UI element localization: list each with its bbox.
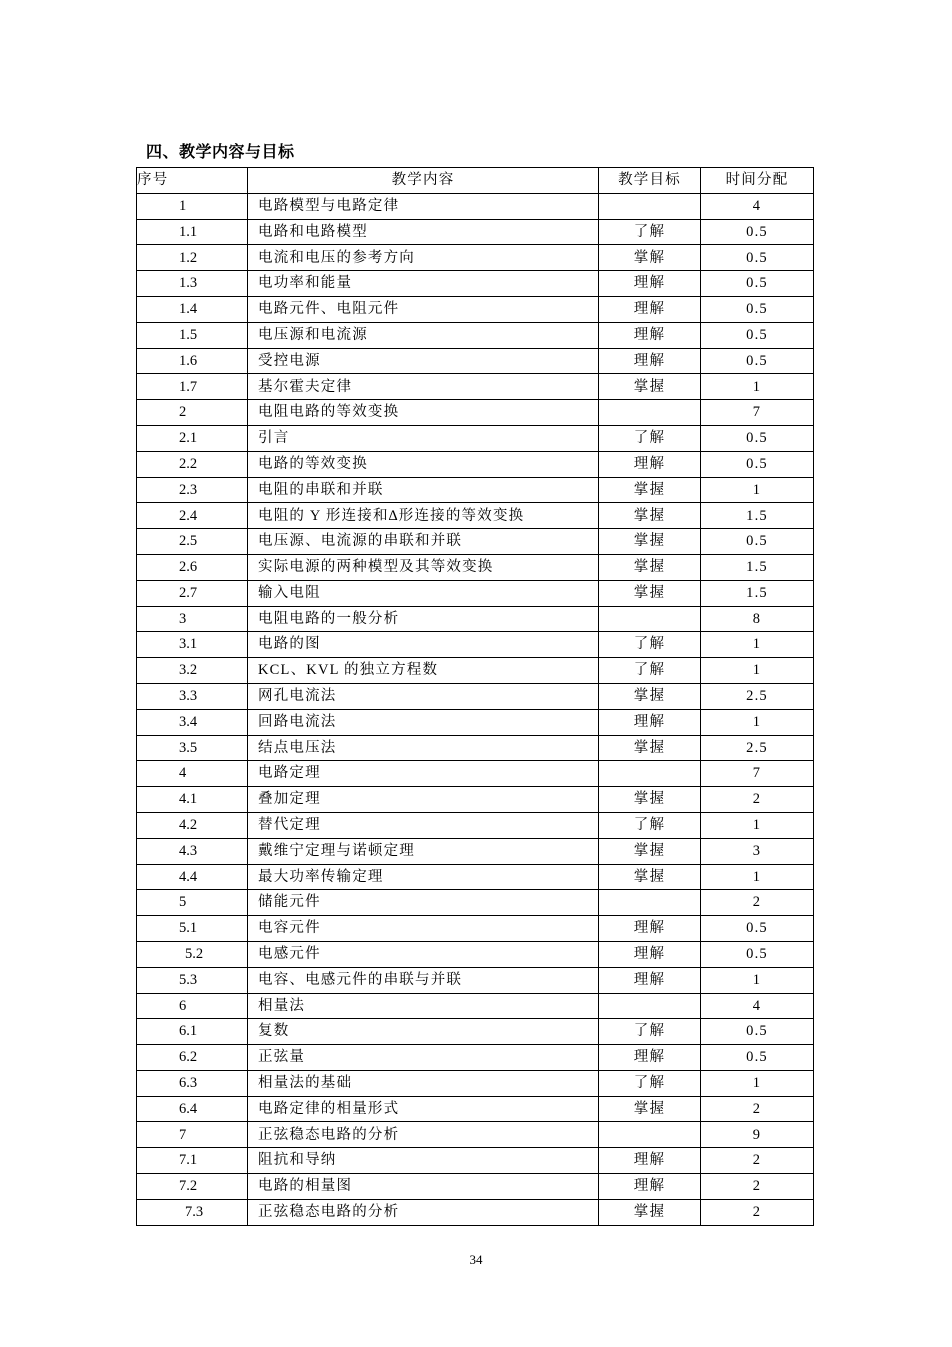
row-objective — [599, 993, 701, 1019]
row-objective: 理解 — [599, 916, 701, 942]
row-content: 电路的等效变换 — [248, 451, 599, 477]
row-objective: 理解 — [599, 1045, 701, 1071]
row-hours: 4 — [701, 993, 814, 1019]
row-index: 2.3 — [137, 477, 248, 503]
row-index: 1.6 — [137, 348, 248, 374]
table-row — [137, 864, 814, 890]
row-index: 1 — [137, 193, 248, 219]
row-objective — [599, 606, 701, 632]
row-content: 电阻的 Y 形连接和∆形连接的等效变换 — [248, 503, 599, 529]
row-index: 4.3 — [137, 838, 248, 864]
table-row — [137, 838, 814, 864]
row-index: 5 — [137, 890, 248, 916]
row-index: 2.5 — [137, 529, 248, 555]
table-row — [137, 658, 814, 684]
row-content: KCL、KVL 的独立方程数 — [248, 658, 599, 684]
table-row — [137, 993, 814, 1019]
row-index: 5.3 — [137, 967, 248, 993]
table-row — [137, 451, 814, 477]
table-row — [137, 812, 814, 838]
row-hours: 1.5 — [701, 554, 814, 580]
table-row — [137, 683, 814, 709]
row-objective: 理解 — [599, 348, 701, 374]
row-index: 1.1 — [137, 219, 248, 245]
row-hours: 0.5 — [701, 271, 814, 297]
row-content: 正弦稳态电路的分析 — [248, 1199, 599, 1225]
row-hours: 0.5 — [701, 529, 814, 555]
table-row — [137, 1019, 814, 1045]
row-hours: 0.5 — [701, 245, 814, 271]
row-index: 6.3 — [137, 1070, 248, 1096]
row-content: 复数 — [248, 1019, 599, 1045]
row-hours: 2 — [701, 890, 814, 916]
row-objective: 掌握 — [599, 838, 701, 864]
table-row — [137, 245, 814, 271]
row-content: 相量法 — [248, 993, 599, 1019]
row-hours: 1 — [701, 812, 814, 838]
row-index: 6 — [137, 993, 248, 1019]
row-hours: 7 — [701, 400, 814, 426]
row-hours: 0.5 — [701, 322, 814, 348]
row-content: 受控电源 — [248, 348, 599, 374]
table-row — [137, 967, 814, 993]
row-hours: 1 — [701, 1070, 814, 1096]
row-index: 3.4 — [137, 709, 248, 735]
row-hours: 0.5 — [701, 1045, 814, 1071]
row-content: 电阻电路的等效变换 — [248, 400, 599, 426]
row-hours: 0.5 — [701, 425, 814, 451]
table-row — [137, 1096, 814, 1122]
page-number: 34 — [469, 1252, 483, 1267]
row-index: 2.7 — [137, 580, 248, 606]
row-objective — [599, 193, 701, 219]
table-row — [137, 709, 814, 735]
table-row — [137, 606, 814, 632]
row-index: 4.4 — [137, 864, 248, 890]
row-index: 3.3 — [137, 683, 248, 709]
row-content: 正弦稳态电路的分析 — [248, 1122, 599, 1148]
row-objective — [599, 761, 701, 787]
row-content: 电压源、电流源的串联和并联 — [248, 529, 599, 555]
table-row — [137, 1199, 814, 1225]
row-index: 4.2 — [137, 812, 248, 838]
row-hours: 2 — [701, 1174, 814, 1200]
row-objective: 了解 — [599, 1019, 701, 1045]
row-objective: 掌握 — [599, 1199, 701, 1225]
row-objective: 掌握 — [599, 580, 701, 606]
row-objective: 理解 — [599, 941, 701, 967]
row-objective: 掌握 — [599, 787, 701, 813]
row-content: 电阻电路的一般分析 — [248, 606, 599, 632]
table-header-row — [137, 168, 814, 194]
header-content: 教学内容 — [248, 168, 599, 194]
teaching-content-table — [136, 167, 814, 1226]
row-objective — [599, 890, 701, 916]
row-hours: 0.5 — [701, 1019, 814, 1045]
row-hours: 1 — [701, 477, 814, 503]
row-objective: 了解 — [599, 658, 701, 684]
table-row — [137, 271, 814, 297]
row-index: 6.4 — [137, 1096, 248, 1122]
section-title: 四、教学内容与目标 — [146, 144, 295, 161]
row-content: 网孔电流法 — [248, 683, 599, 709]
table-row — [137, 941, 814, 967]
row-content: 电路元件、电阻元件 — [248, 296, 599, 322]
row-index: 2 — [137, 400, 248, 426]
row-hours: 3 — [701, 838, 814, 864]
row-objective: 掌握 — [599, 554, 701, 580]
row-hours: 1 — [701, 658, 814, 684]
table-row — [137, 296, 814, 322]
row-index: 6.2 — [137, 1045, 248, 1071]
row-index: 3.1 — [137, 632, 248, 658]
row-index: 1.7 — [137, 374, 248, 400]
row-hours: 7 — [701, 761, 814, 787]
row-objective: 理解 — [599, 271, 701, 297]
row-objective: 了解 — [599, 632, 701, 658]
row-content: 引言 — [248, 425, 599, 451]
table-row — [137, 529, 814, 555]
row-objective: 理解 — [599, 296, 701, 322]
row-hours: 0.5 — [701, 941, 814, 967]
row-objective: 理解 — [599, 451, 701, 477]
row-objective: 理解 — [599, 1174, 701, 1200]
row-index: 1.3 — [137, 271, 248, 297]
row-index: 7 — [137, 1122, 248, 1148]
row-hours: 9 — [701, 1122, 814, 1148]
row-content: 结点电压法 — [248, 735, 599, 761]
row-hours: 0.5 — [701, 451, 814, 477]
row-objective: 了解 — [599, 425, 701, 451]
row-content: 电路定律的相量形式 — [248, 1096, 599, 1122]
row-hours: 0.5 — [701, 348, 814, 374]
table-row — [137, 219, 814, 245]
row-objective: 掌握 — [599, 477, 701, 503]
header-index: 序号 — [137, 168, 248, 194]
table-row — [137, 554, 814, 580]
table-row — [137, 1070, 814, 1096]
row-content: 电功率和能量 — [248, 271, 599, 297]
row-index: 5.2 — [137, 941, 248, 967]
table-row — [137, 632, 814, 658]
row-objective: 掌握 — [599, 683, 701, 709]
row-index: 1.5 — [137, 322, 248, 348]
row-index: 5.1 — [137, 916, 248, 942]
table-row — [137, 374, 814, 400]
table-row — [137, 322, 814, 348]
row-content: 电容元件 — [248, 916, 599, 942]
row-objective: 掌解 — [599, 245, 701, 271]
row-content: 电压源和电流源 — [248, 322, 599, 348]
row-objective: 掌握 — [599, 1096, 701, 1122]
row-content: 最大功率传输定理 — [248, 864, 599, 890]
table-row — [137, 348, 814, 374]
table-row — [137, 503, 814, 529]
table-row — [137, 477, 814, 503]
row-index: 3.5 — [137, 735, 248, 761]
row-index: 3 — [137, 606, 248, 632]
row-hours: 1 — [701, 864, 814, 890]
row-objective: 了解 — [599, 812, 701, 838]
row-objective: 掌握 — [599, 529, 701, 555]
row-objective: 理解 — [599, 1148, 701, 1174]
row-content: 电路的图 — [248, 632, 599, 658]
row-content: 电感元件 — [248, 941, 599, 967]
header-hours: 时间分配 — [701, 168, 814, 194]
row-objective: 了解 — [599, 219, 701, 245]
row-hours: 2.5 — [701, 735, 814, 761]
row-index: 2.6 — [137, 554, 248, 580]
table-row — [137, 1148, 814, 1174]
header-objective: 教学目标 — [599, 168, 701, 194]
row-hours: 1 — [701, 374, 814, 400]
row-content: 电容、电感元件的串联与并联 — [248, 967, 599, 993]
table-row — [137, 916, 814, 942]
row-hours: 0.5 — [701, 219, 814, 245]
row-hours: 1 — [701, 967, 814, 993]
row-hours: 2 — [701, 1096, 814, 1122]
row-content: 输入电阻 — [248, 580, 599, 606]
row-content: 相量法的基础 — [248, 1070, 599, 1096]
row-content: 戴维宁定理与诺顿定理 — [248, 838, 599, 864]
row-hours: 1.5 — [701, 503, 814, 529]
row-content: 叠加定理 — [248, 787, 599, 813]
row-objective: 掌握 — [599, 735, 701, 761]
table-row — [137, 193, 814, 219]
table-row — [137, 761, 814, 787]
row-index: 4.1 — [137, 787, 248, 813]
table-row — [137, 1045, 814, 1071]
row-index: 6.1 — [137, 1019, 248, 1045]
row-index: 1.4 — [137, 296, 248, 322]
row-hours: 1 — [701, 632, 814, 658]
table-row — [137, 787, 814, 813]
row-content: 电阻的串联和并联 — [248, 477, 599, 503]
row-content: 电路的相量图 — [248, 1174, 599, 1200]
row-index: 2.4 — [137, 503, 248, 529]
row-index: 7.1 — [137, 1148, 248, 1174]
row-index: 1.2 — [137, 245, 248, 271]
row-content: 电路模型与电路定律 — [248, 193, 599, 219]
row-content: 电路和电路模型 — [248, 219, 599, 245]
row-objective — [599, 1122, 701, 1148]
table-row — [137, 890, 814, 916]
row-index: 7.2 — [137, 1174, 248, 1200]
row-hours: 2.5 — [701, 683, 814, 709]
row-objective: 掌握 — [599, 503, 701, 529]
row-content: 实际电源的两种模型及其等效变换 — [248, 554, 599, 580]
row-hours: 1.5 — [701, 580, 814, 606]
row-objective: 理解 — [599, 967, 701, 993]
row-content: 阻抗和导纳 — [248, 1148, 599, 1174]
row-hours: 0.5 — [701, 916, 814, 942]
row-hours: 2 — [701, 1199, 814, 1225]
row-index: 7.3 — [137, 1199, 248, 1225]
row-objective: 理解 — [599, 322, 701, 348]
row-content: 正弦量 — [248, 1045, 599, 1071]
row-hours: 0.5 — [701, 296, 814, 322]
row-objective: 了解 — [599, 1070, 701, 1096]
row-content: 替代定理 — [248, 812, 599, 838]
table-row — [137, 425, 814, 451]
row-content: 电流和电压的参考方向 — [248, 245, 599, 271]
row-hours: 8 — [701, 606, 814, 632]
row-hours: 4 — [701, 193, 814, 219]
row-content: 基尔霍夫定律 — [248, 374, 599, 400]
row-content: 电路定理 — [248, 761, 599, 787]
row-objective: 掌握 — [599, 374, 701, 400]
row-hours: 1 — [701, 709, 814, 735]
table-row — [137, 400, 814, 426]
row-index: 3.2 — [137, 658, 248, 684]
row-hours: 2 — [701, 1148, 814, 1174]
table-row — [137, 580, 814, 606]
table-row — [137, 1174, 814, 1200]
row-index: 2.1 — [137, 425, 248, 451]
row-index: 2.2 — [137, 451, 248, 477]
row-content: 回路电流法 — [248, 709, 599, 735]
row-objective: 掌握 — [599, 864, 701, 890]
table-row — [137, 1122, 814, 1148]
row-content: 储能元件 — [248, 890, 599, 916]
row-objective: 理解 — [599, 709, 701, 735]
table-row — [137, 735, 814, 761]
row-objective — [599, 400, 701, 426]
row-hours: 2 — [701, 787, 814, 813]
row-index: 4 — [137, 761, 248, 787]
